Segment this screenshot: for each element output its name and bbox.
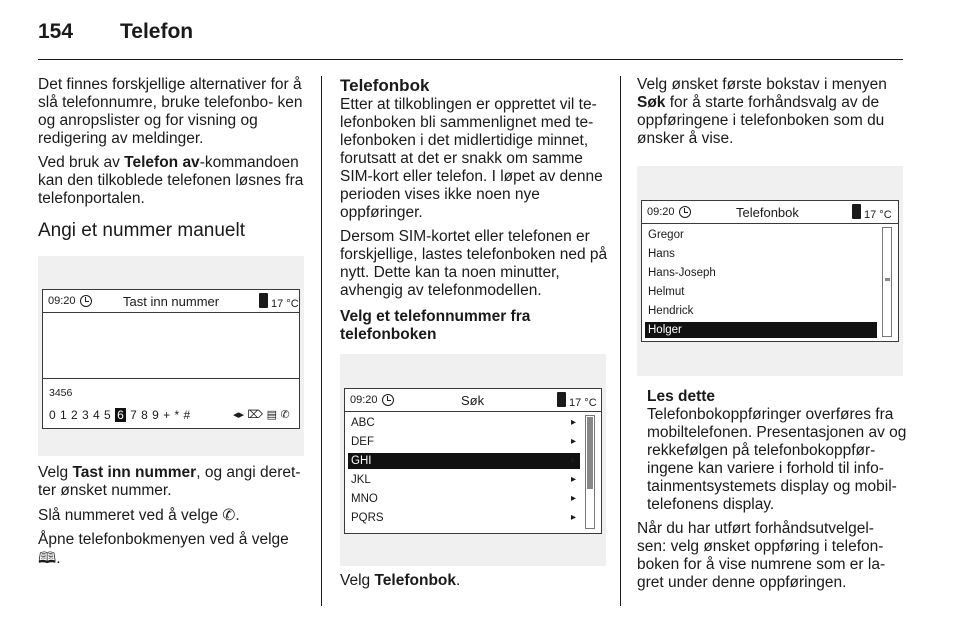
list-item[interactable] (645, 265, 877, 281)
select-phonebook-paragraph: Velg Telefonbok. (340, 572, 461, 589)
phone-off-command: Telefon av (124, 154, 200, 171)
list-item[interactable] (645, 284, 877, 300)
list-item-label: Holger (648, 324, 682, 336)
section-heading-manual-number: Angi et nummer manuelt (38, 220, 245, 241)
search-command: Søk (637, 94, 666, 111)
list-item-label: GHI (351, 455, 372, 467)
list-item-label: JKL (351, 474, 371, 486)
phone-icon (557, 392, 566, 407)
column-1 (38, 76, 306, 574)
list-item[interactable] (645, 303, 877, 319)
figure-enter-number (38, 256, 304, 456)
phonebook-icon: 🕮 (38, 549, 57, 567)
dial-paragraph: Slå nummeret ved å velge ✆. (38, 506, 240, 524)
list-item[interactable] (348, 472, 580, 488)
scrollbar[interactable] (882, 227, 892, 337)
temperature: 17 °C (569, 397, 597, 409)
list-item[interactable] (645, 246, 877, 262)
clock-icon (382, 394, 394, 406)
after-selection-paragraph: Når du har utført forhåndsutvelgel- sen: velg ønsket oppføring i telefon- boken for å vise numrene som er la- gret under denne oppføringen. (637, 520, 886, 591)
chevron-right-icon: ▸ (571, 493, 577, 504)
list-item-label: PQRS (351, 512, 384, 524)
status-divider (642, 223, 898, 224)
list-item-label: Hans (648, 248, 675, 260)
phonebook-sync-paragraph: Etter at tilkoblingen er opprettet vil te- lefonboken bli sammenlignet med te- lefonboken i det midlertidige minnet, forutsatt at det er snakk om samme SIM-kort eller telefon. I løpet av denne perioden vises ikke noen nye oppføringer. (340, 96, 603, 221)
page-header (38, 20, 193, 46)
note-body: Telefonbokoppføringer overføres fra mobiltelefonen. Presentasjonen av og rekkefølgen på telefonbokoppfør- ingene kan variere i forhold til info- tainmentsystemets display og mobil- telefonens display. (647, 406, 907, 513)
column-divider-1 (321, 76, 322, 606)
list-item[interactable] (348, 415, 580, 431)
enter-number-command: Tast inn nummer (72, 464, 197, 481)
page-number: 154 (38, 20, 74, 43)
list-item[interactable] (645, 227, 877, 243)
list-item-label: ABC (351, 417, 375, 429)
list-item-label: Helmut (648, 286, 685, 298)
section-heading-phonebook: Telefonbok (340, 76, 430, 95)
column-divider-2 (620, 76, 621, 606)
selected-digit[interactable]: 6 (117, 408, 125, 422)
scrollbar[interactable] (585, 415, 595, 529)
clock-time: 09:20 (48, 295, 76, 307)
column-2 (340, 76, 608, 596)
phonebook-command: Telefonbok (374, 572, 457, 589)
temperature: 17 °C (864, 209, 892, 221)
first-letter-paragraph: Velg ønsket første bokstav i menyen Søk for å starte forhåndsvalg av de oppføringene i telefonboken som du ønsker å vise. (637, 76, 887, 147)
list-item[interactable] (348, 434, 580, 450)
clock-icon (80, 295, 92, 307)
subheading-select-number: Velg et telefonnummer fra telefonboken (340, 308, 531, 343)
clock-time: 09:20 (350, 394, 378, 406)
note-box (647, 388, 907, 514)
list-item-label: DEF (351, 436, 374, 448)
phone-icon (259, 293, 268, 308)
screen-search (344, 388, 602, 534)
list-item[interactable] (348, 453, 580, 469)
digit-keypad[interactable]: 0 1 2 3 4 5 6 7 8 9 + * # (49, 408, 191, 422)
screen-enter-number (42, 289, 300, 429)
chevron-right-icon: ▸ (571, 436, 577, 447)
list-item[interactable] (348, 491, 580, 507)
screen-phonebook (641, 200, 899, 342)
status-divider (43, 312, 299, 313)
figure-phonebook (637, 166, 903, 376)
note-title: Les dette (647, 388, 716, 405)
list-item[interactable] (348, 510, 580, 526)
clock-icon (679, 206, 691, 218)
temperature: 17 °C (271, 298, 299, 310)
scrollbar-thumb[interactable] (587, 417, 593, 489)
list-item[interactable] (645, 322, 877, 338)
number-entry[interactable]: 3456 (49, 387, 73, 399)
call-icon: ✆ (222, 506, 236, 524)
clock-time: 09:20 (647, 206, 675, 218)
list-item-label: Hendrick (648, 305, 694, 317)
select-enter-number-paragraph: Velg Tast inn nummer, og angi deret- ter ønsket nummer. (38, 464, 301, 499)
scrollbar-thumb[interactable] (885, 278, 890, 281)
chevron-right-icon: ▸ (571, 474, 577, 485)
keypad-divider (43, 378, 299, 379)
column-3 (637, 76, 907, 598)
status-divider (345, 411, 601, 412)
keypad-controls[interactable]: ◂▸ ⌦ ▤ ✆ (233, 408, 290, 421)
chevron-right-icon: ▸ (571, 455, 577, 466)
figure-search (340, 354, 606, 566)
disconnect-paragraph: Ved bruk av Telefon av-kommandoen kan den tilkoblede telefonen løsnes fra telefonportalen. (38, 154, 304, 207)
screen-title: Tast inn nummer (123, 294, 220, 309)
screen-title: Telefonbok (736, 205, 799, 220)
chevron-right-icon: ▸ (571, 512, 577, 523)
list-item-label: Gregor (648, 229, 684, 241)
list-item-label: MNO (351, 493, 378, 505)
page-title: Telefon (120, 20, 194, 43)
intro-paragraph: Det finnes forskjellige alternativer for å slå telefonnumre, bruke telefonbo- ken og anropslister og for visning og redigering av meldinger. (38, 76, 303, 147)
phone-icon (852, 204, 861, 219)
phonebook-reload-paragraph: Dersom SIM-kortet eller telefonen er forskjellige, lastes telefonboken ned på nytt. Dette kan ta noen minutter, avhengig av telefonmodellen. (340, 228, 608, 299)
screen-title: Søk (461, 393, 485, 408)
list-item-label: Hans-Joseph (648, 267, 716, 279)
header-divider (38, 59, 903, 60)
phonebook-menu-paragraph: Åpne telefonbokmenyen ved å velge 🕮. (38, 531, 289, 567)
chevron-right-icon: ▸ (571, 417, 577, 428)
